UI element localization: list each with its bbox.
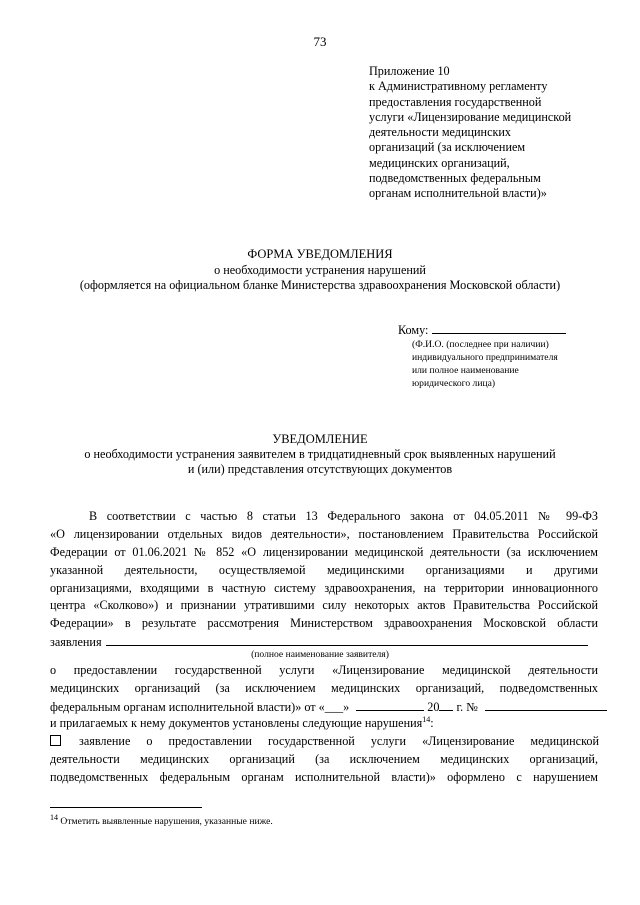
body-line: организациями, входящими в частную систему здравоохранения, на территории инновационного <box>50 581 598 595</box>
appendix-line: предоставления государственной <box>369 94 542 109</box>
appendix-line: подведомственных федеральным <box>369 171 541 186</box>
date-line <box>50 699 598 715</box>
date-mid: » <box>343 700 350 714</box>
checkbox-line: подведомственных федеральным органам исполнительной власти)» оформлено с нарушением <box>50 770 598 784</box>
page-number: 73 <box>313 34 327 49</box>
checkbox-item <box>50 734 598 750</box>
appendix-line: к Административному регламенту <box>369 79 548 94</box>
recipient-note-line: (Ф.И.О. (последнее при наличии) <box>412 339 549 350</box>
body-line: о предоставлении государственной услуги «Лицензирование медицинской деятельности <box>50 663 598 677</box>
appendix-line: органам исполнительной власти)» <box>369 186 547 201</box>
body-line: Федерации» в результате рассмотрения Министерством здравоохранения Московской области <box>50 616 598 630</box>
recipient-note-line: индивидуального предпринимателя <box>412 352 558 363</box>
violation-checkbox[interactable] <box>50 735 61 746</box>
date-year-blank[interactable] <box>439 699 453 711</box>
date-year-prefix: 20 <box>427 700 440 714</box>
footnote-number: 14 <box>50 812 58 822</box>
date-prefix: федеральным органам исполнительной власти)» от « <box>50 700 325 714</box>
applicant-blank[interactable] <box>106 634 588 646</box>
applicant-field <box>50 634 598 650</box>
form-note: (оформляется на официальном бланке Министерства здравоохранения Московской области) <box>79 278 561 292</box>
footnote <box>50 812 273 827</box>
recipient-blank[interactable] <box>432 322 566 334</box>
notice-subtitle-2: и (или) представления отсутствующих документов <box>187 462 453 476</box>
footnote-divider <box>50 807 202 808</box>
registration-number-blank[interactable] <box>485 699 607 711</box>
appendix-block <box>369 64 629 202</box>
appendix-line: медицинских организаций, <box>369 155 510 170</box>
form-title: ФОРМА УВЕДОМЛЕНИЯ <box>247 247 393 261</box>
notice-subtitle: о необходимости устранения заявителем в тридцатидневный срок выявленных нарушений <box>84 447 556 461</box>
recipient-label: Кому: <box>398 323 429 337</box>
appendix-line: деятельности медицинских <box>369 125 512 140</box>
recipient-note <box>412 338 627 390</box>
appendix-line: организаций (за исключением <box>369 140 526 155</box>
body-line: Федерации от 01.06.2021 № 852 «О лицензировании медицинской деятельности (за исключением <box>50 545 598 559</box>
body-line: центра «Сколково») и признании утратившими силу некоторых актов Правительства Российской <box>50 598 598 612</box>
date-year-suffix: г. № <box>456 700 478 714</box>
body-line: «О лицензировании отдельных видов деятельности», постановлением Правительства Российской <box>50 527 598 541</box>
applicant-label: заявления <box>50 635 102 649</box>
violations-text: и прилагаемых к нему документов установлены следующие нарушения <box>50 716 423 730</box>
notice-title: УВЕДОМЛЕНИЕ <box>272 432 368 446</box>
appendix-line: услуги «Лицензирование медицинской <box>369 109 572 124</box>
violations-line <box>50 716 598 732</box>
violations-colon: : <box>430 716 434 730</box>
recipient-note-line: или полное наименование <box>412 365 519 376</box>
body-line: указанной деятельности, осуществляемой медицинскими организациями и другими <box>50 563 598 577</box>
footnote-text: Отметить выявленные нарушения, указанные ниже. <box>60 816 273 827</box>
body-line: В соответствии с частью 8 статьи 13 Федерального закона от 04.05.2011 № 99-ФЗ <box>89 509 598 523</box>
form-subtitle: о необходимости устранения нарушений <box>214 263 426 277</box>
date-month-blank[interactable] <box>356 699 424 711</box>
checkbox-line: деятельности медицинских организаций (за исключением медицинских организаций, <box>50 752 598 766</box>
body-line: медицинских организаций (за исключением медицинских организаций, подведомственных <box>50 681 598 695</box>
applicant-sublabel: (полное наименование заявителя) <box>251 649 389 660</box>
checkbox-line: заявление о предоставлении государственной услуги «Лицензирование медицинской <box>79 734 599 748</box>
footnote-ref: 14 <box>422 714 431 724</box>
appendix-line: Приложение 10 <box>369 64 450 78</box>
recipient-field <box>398 322 566 338</box>
recipient-note-line: юридического лица) <box>412 378 496 389</box>
date-day-blank[interactable]: ___ <box>324 700 344 714</box>
